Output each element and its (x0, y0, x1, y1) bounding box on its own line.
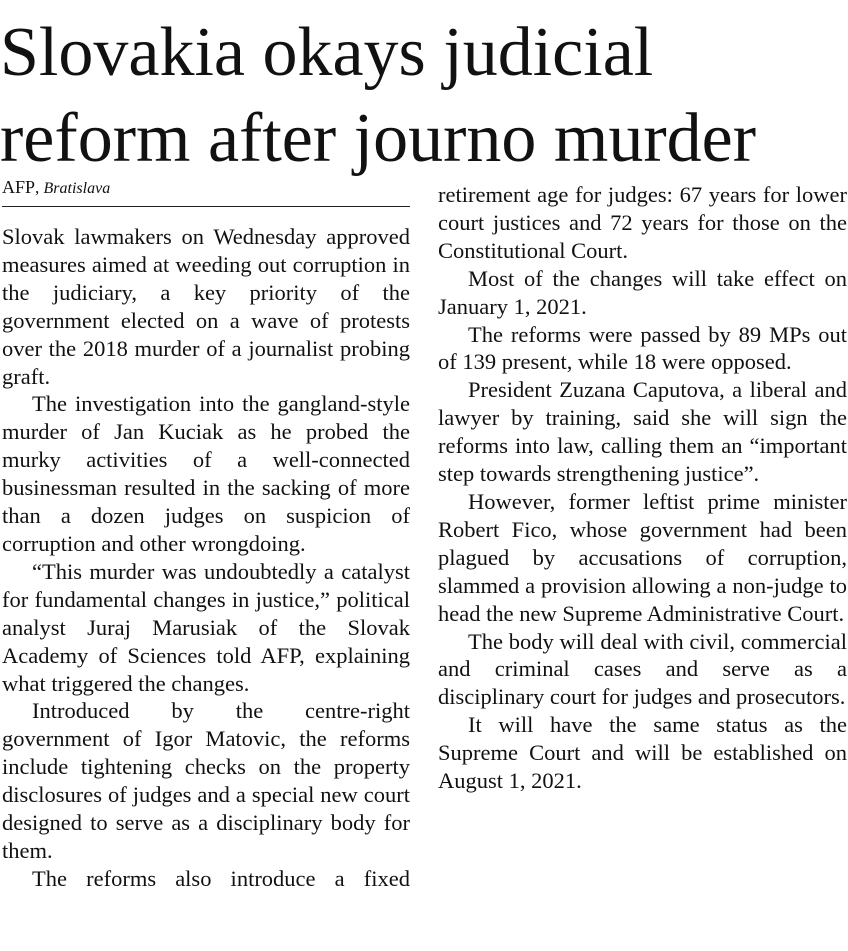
article-paragraph: retirement age for judges: 67 years for lower court justices and 72 years for those on the Constitutional Court. (438, 182, 847, 263)
byline-agency: AFP (2, 177, 36, 197)
byline-place: Bratislava (43, 180, 111, 197)
article-paragraph: “This murder was undoubtedly a catalyst for fundamental changes in justice,” political analyst Juraj Marusiak of the Slovak Academy of Sciences told AFP, explaining what triggered the changes. (2, 558, 410, 696)
article-paragraph: The investigation into the gangland-style murder of Jan Kuciak as he probed the murky activities of a well-connected businessman resulted in the sacking of more than a dozen judges on suspicion of corruption and other wrongdoing. (2, 391, 410, 556)
byline-separator: , (35, 178, 44, 197)
article-paragraph: However, former leftist prime minister Robert Fico, whose government had been plagued by accusations of corruption, slammed a provision allowing a non-judge to head the new Supreme Administrative Court. (438, 488, 847, 626)
article-column-right (438, 181, 847, 795)
article-byline (2, 176, 410, 207)
article-paragraph: The reforms also introduce a fixed (32, 865, 410, 891)
article-paragraph: President Zuzana Caputova, a liberal and lawyer by training, said she will sign the reforms into law, calling them an “important step towards strengthening justice”. (438, 377, 847, 487)
article-column-left (2, 223, 410, 893)
article-paragraph: Most of the changes will take effect on January 1, 2021. (438, 265, 847, 319)
article-paragraph: It will have the same status as the Supreme Court and will be established on August 1, 2021. (438, 712, 847, 794)
article-paragraph: The body will deal with civil, commercial and criminal cases and serve as a disciplinary court for judges and prosecutors. (438, 628, 847, 710)
article-paragraph: Introduced by the centre-right government of Igor Matovic, the reforms include tightening checks on the property disclosures of judges and a special new court designed to serve as a disciplinary body for them. (2, 698, 410, 863)
article-paragraph: The reforms were passed by 89 MPs out of 139 present, while 18 were opposed. (438, 321, 847, 375)
article-paragraph: Slovak lawmakers on Wednesday approved measures aimed at weeding out corruption in the judiciary, a key priority of the government elected on a wave of protests over the 2018 murder of a journalist probing graft. (2, 224, 410, 389)
article-headline: Slovakia okays judicial reform after journo murder (0, 14, 757, 177)
